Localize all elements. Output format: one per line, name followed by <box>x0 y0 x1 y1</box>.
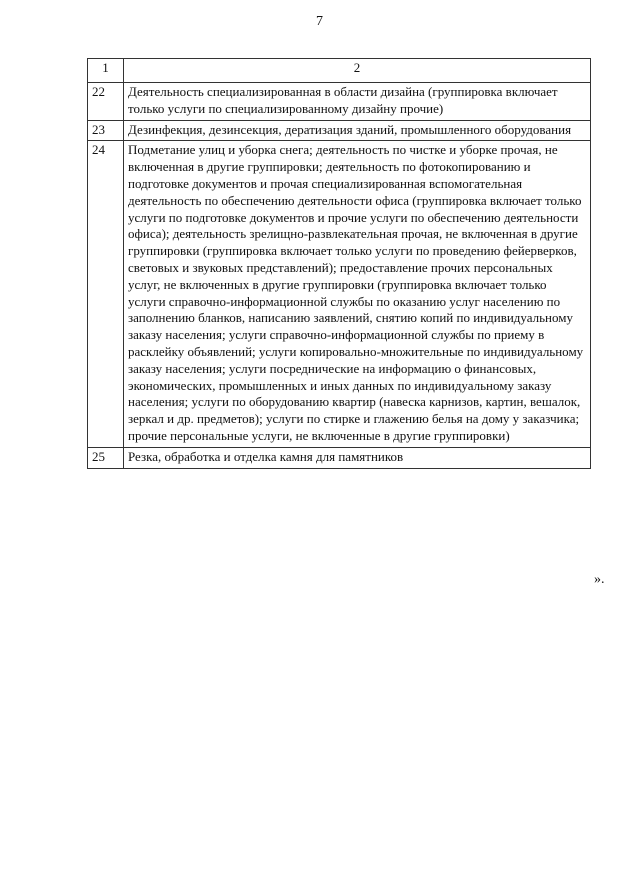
row-text: Подметание улиц и уборка снега; деятельность по чистке и уборке прочая, не включенная в другие группировки; деятельность по фотокопированию и подготовке документов и прочая специализированная вспомогательная деятельность по обеспечению деятельности офиса (группировка включает только услуги по подготовке документов и прочие услуги по обеспечению деятельности офиса); деятельность зрелищно-развлекательная прочая, не включенная в другие группировки (группировка включает только услуги по проведению фейерверков, световых и звуковых представлений); предоставление прочих персональных услуг, не включенных в другие группировки (группировка включает только услуги справочно-информационной службы по оказанию услуг населению по заполнению бланков, написанию заявлений, снятию копий по индивидуальному заказу населения; услуги справочно-информационной службы по приему в расклейку объявлений; услуги копировально-множительные по индивидуальному заказу населения; услуги посреднические на информацию о финансовых, экономических, промышленных и иных данных по индивидуальному заказу населения; услуги по оборудованию квартир (навеска карнизов, картин, вешалок, зеркал и др. предметов); услуги по стирке и глажению белья на дому у заказчика; прочие персональные услуги, не включенные в другие группировки) <box>124 141 591 447</box>
column-header-1: 1 <box>88 59 124 83</box>
table-row <box>88 141 591 447</box>
page-number: 7 <box>316 14 323 29</box>
table-row <box>88 447 591 468</box>
row-text: Резка, обработка и отделка камня для памятников <box>124 447 591 468</box>
row-number: 25 <box>88 447 124 468</box>
services-table <box>87 58 591 469</box>
table-row <box>88 120 591 141</box>
column-header-2: 2 <box>124 59 591 83</box>
closing-quote: ». <box>594 572 605 587</box>
table-row <box>88 83 591 121</box>
row-number: 24 <box>88 141 124 447</box>
row-text: Деятельность специализированная в области дизайна (группировка включает только услуги по специализированному дизайну прочие) <box>124 83 591 121</box>
row-number: 22 <box>88 83 124 121</box>
row-number: 23 <box>88 120 124 141</box>
row-text: Дезинфекция, дезинсекция, дератизация зданий, промышленного оборудования <box>124 120 591 141</box>
table-header-row <box>88 59 591 83</box>
